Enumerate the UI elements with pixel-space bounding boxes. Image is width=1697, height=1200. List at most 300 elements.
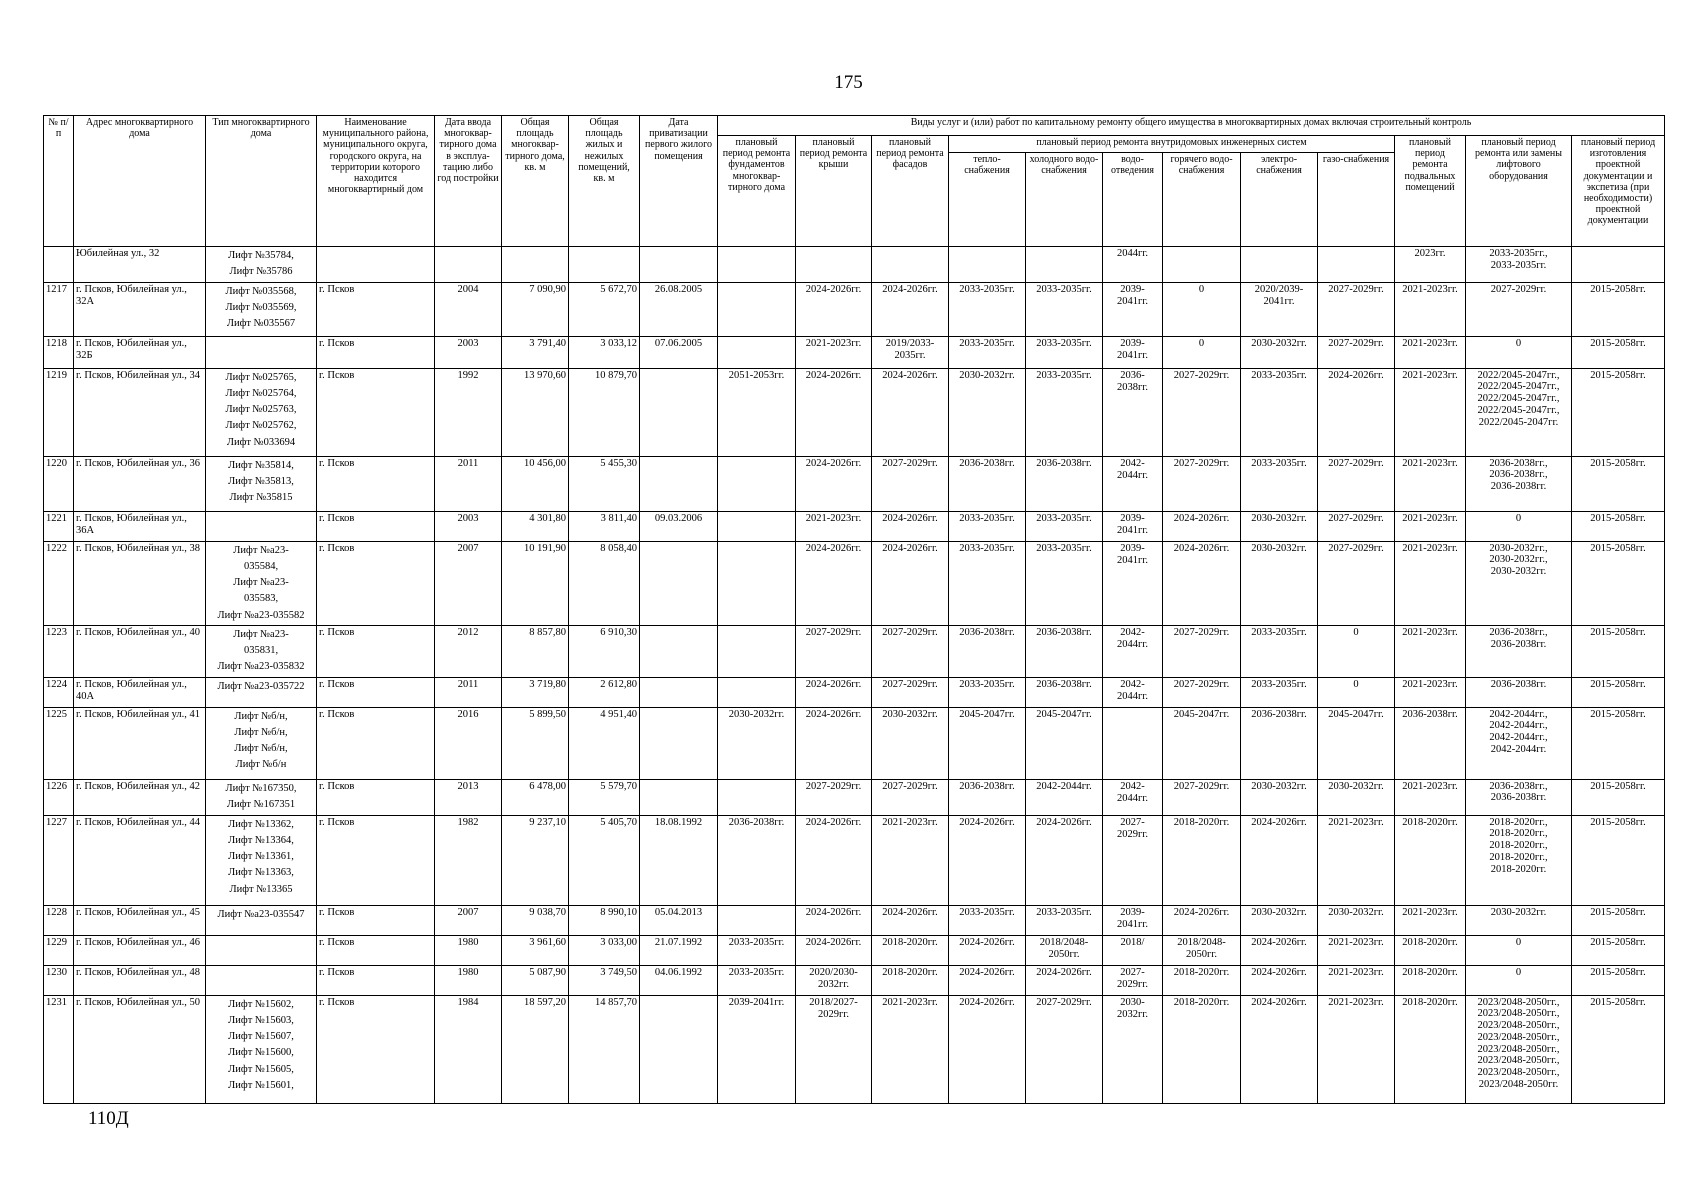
privatization-cell: 18.08.1992 xyxy=(640,815,718,905)
header-total-area: Общая площадь многоквар-тирного дома, кв. м xyxy=(502,116,569,247)
living-area-cell: 3 033,00 xyxy=(569,935,640,965)
electric-cell: 2033-2035гг. xyxy=(1241,368,1318,456)
gas-cell: 2021-2023гг. xyxy=(1318,815,1395,905)
lift-list xyxy=(206,541,317,625)
basement-cell: 2021-2023гг. xyxy=(1395,677,1466,707)
cold-water-cell: 2033-2035гг. xyxy=(1026,905,1103,935)
privatization-cell: 09.03.2006 xyxy=(640,511,718,541)
total-area-cell: 5 087,90 xyxy=(502,965,569,995)
header-heat: тепло-снабжения xyxy=(949,153,1026,247)
lift-id: Лифт №35813, xyxy=(228,475,294,487)
facade-cell: 2030-2032гг. xyxy=(872,707,949,779)
lift-period-line: 2022/2045-2047гг., xyxy=(1477,393,1560,405)
page-number: 175 xyxy=(834,72,863,93)
lift-id: Лифт №а23- xyxy=(233,544,289,556)
gas-cell: 2027-2029гг. xyxy=(1318,336,1395,368)
lift-id: Лифт №б/н xyxy=(235,759,287,771)
municipality-cell: г. Псков xyxy=(317,779,435,815)
lift-id: Лифт №35815 xyxy=(229,492,293,504)
lift-list xyxy=(206,336,317,368)
privatization-cell xyxy=(640,995,718,1103)
facade-cell: 2024-2026гг. xyxy=(872,511,949,541)
total-area-cell: 18 597,20 xyxy=(502,995,569,1103)
foundation-cell: 2039-2041гг. xyxy=(718,995,796,1103)
row-number: 1228 xyxy=(44,905,74,935)
heat-cell: 2024-2026гг. xyxy=(949,965,1026,995)
facade-cell: 2018-2020гг. xyxy=(872,965,949,995)
foundation-cell xyxy=(718,541,796,625)
electric-cell: 2033-2035гг. xyxy=(1241,677,1318,707)
design-cell: 2015-2058гг. xyxy=(1572,282,1665,336)
lift-period-line: 2023/2048-2050гг., xyxy=(1477,996,1560,1008)
sewer-cell: 2039-2041гг. xyxy=(1103,905,1163,935)
hot-water-cell: 2018-2020гг. xyxy=(1163,995,1241,1103)
facade-cell: 2019/2033-2035гг. xyxy=(872,336,949,368)
header-basement: плановый период ремонта подвальных помещений xyxy=(1395,136,1466,247)
sewer-cell: 2042-2044гг. xyxy=(1103,779,1163,815)
basement-cell: 2036-2038гг. xyxy=(1395,707,1466,779)
municipality-cell: г. Псков xyxy=(317,368,435,456)
row-number: 1221 xyxy=(44,511,74,541)
lift-period-line: 2018-2020гг., xyxy=(1489,828,1548,840)
lift-id: Лифт №а23- xyxy=(233,628,289,640)
living-area-cell: 3 033,12 xyxy=(569,336,640,368)
table-row xyxy=(44,511,1665,541)
year-cell: 1982 xyxy=(435,815,502,905)
gas-cell: 2027-2029гг. xyxy=(1318,282,1395,336)
municipality-cell: г. Псков xyxy=(317,707,435,779)
roof-cell: 2024-2026гг. xyxy=(796,935,872,965)
privatization-cell xyxy=(640,779,718,815)
roof-cell: 2020/2030-2032гг. xyxy=(796,965,872,995)
municipality-cell: г. Псков xyxy=(317,625,435,677)
table-row xyxy=(44,368,1665,456)
living-area-cell xyxy=(569,247,640,283)
table-row xyxy=(44,677,1665,707)
lift-id: Лифт №35786 xyxy=(229,266,293,278)
table-body xyxy=(44,247,1665,1104)
lift-period-line: 2030-2032гг. xyxy=(1490,566,1547,578)
lift-list xyxy=(206,905,317,935)
address-cell: г. Псков, Юбилейная ул., 50 xyxy=(74,995,206,1103)
design-cell: 2015-2058гг. xyxy=(1572,336,1665,368)
total-area-cell: 13 970,60 xyxy=(502,368,569,456)
lift-period-cell xyxy=(1466,456,1572,511)
address-cell: г. Псков, Юбилейная ул., 45 xyxy=(74,905,206,935)
total-area-cell: 7 090,90 xyxy=(502,282,569,336)
privatization-cell: 04.06.1992 xyxy=(640,965,718,995)
foundation-cell xyxy=(718,625,796,677)
lift-period-line: 0 xyxy=(1515,936,1522,948)
table-row xyxy=(44,905,1665,935)
year-cell: 2011 xyxy=(435,456,502,511)
electric-cell: 2024-2026гг. xyxy=(1241,965,1318,995)
header-num: № п/п xyxy=(44,116,74,247)
capital-repair-table xyxy=(43,115,1665,1104)
lift-id: Лифт №а23-035547 xyxy=(217,908,305,920)
heat-cell: 2036-2038гг. xyxy=(949,779,1026,815)
cold-water-cell: 2018/2048-2050гг. xyxy=(1026,935,1103,965)
municipality-cell xyxy=(317,247,435,283)
address-cell: г. Псков, Юбилейная ул., 34 xyxy=(74,368,206,456)
header-municipality: Наименование муниципального района, муниципального округа, городского округа, на территории которого находится многоквартирный дом xyxy=(317,116,435,247)
design-cell: 2015-2058гг. xyxy=(1572,995,1665,1103)
header-address: Адрес многоквартирного дома xyxy=(74,116,206,247)
hot-water-cell: 2027-2029гг. xyxy=(1163,779,1241,815)
total-area-cell: 6 478,00 xyxy=(502,779,569,815)
row-number xyxy=(44,247,74,283)
electric-cell: 2030-2032гг. xyxy=(1241,541,1318,625)
total-area-cell: 5 899,50 xyxy=(502,707,569,779)
living-area-cell: 8 058,40 xyxy=(569,541,640,625)
privatization-cell xyxy=(640,368,718,456)
total-area-cell: 3 961,60 xyxy=(502,935,569,965)
lift-id: Лифт №а23- xyxy=(233,577,289,589)
hot-water-cell: 2027-2029гг. xyxy=(1163,368,1241,456)
cold-water-cell: 2036-2038гг. xyxy=(1026,625,1103,677)
lift-id: Лифт №13363, xyxy=(228,867,294,879)
header-lift: плановый период ремонта или замены лифтового оборудования xyxy=(1466,136,1572,247)
design-cell: 2015-2058гг. xyxy=(1572,935,1665,965)
lift-id: Лифт №35814, xyxy=(228,459,294,471)
cold-water-cell: 2024-2026гг. xyxy=(1026,965,1103,995)
basement-cell: 2021-2023гг. xyxy=(1395,625,1466,677)
heat-cell: 2033-2035гг. xyxy=(949,282,1026,336)
facade-cell: 2027-2029гг. xyxy=(872,779,949,815)
roof-cell: 2024-2026гг. xyxy=(796,677,872,707)
lift-period-line: 0 xyxy=(1515,512,1522,524)
address-cell: г. Псков, Юбилейная ул., 36А xyxy=(74,511,206,541)
foundation-cell xyxy=(718,905,796,935)
electric-cell: 2030-2032гг. xyxy=(1241,336,1318,368)
living-area-cell: 3 811,40 xyxy=(569,511,640,541)
gas-cell: 2024-2026гг. xyxy=(1318,368,1395,456)
row-number: 1229 xyxy=(44,935,74,965)
sewer-cell xyxy=(1103,707,1163,779)
lift-list xyxy=(206,511,317,541)
lift-period-cell xyxy=(1466,779,1572,815)
cold-water-cell: 2024-2026гг. xyxy=(1026,815,1103,905)
lift-period-cell xyxy=(1466,995,1572,1103)
year-cell: 1992 xyxy=(435,368,502,456)
header-works-group: Виды услуг и (или) работ по капитальному ремонту общего имущества в многоквартирных домах включая строительный контроль xyxy=(718,116,1665,136)
cold-water-cell: 2033-2035гг. xyxy=(1026,368,1103,456)
table-row xyxy=(44,282,1665,336)
header-facade: плановый период ремонта фасадов xyxy=(872,136,949,247)
living-area-cell: 5 672,70 xyxy=(569,282,640,336)
lift-id: Лифт №025764, xyxy=(225,387,297,399)
roof-cell: 2024-2026гг. xyxy=(796,282,872,336)
gas-cell: 0 xyxy=(1318,625,1395,677)
row-number: 1217 xyxy=(44,282,74,336)
lift-list xyxy=(206,995,317,1103)
lift-id: Лифт №035569, xyxy=(225,301,297,313)
lift-period-line: 2036-2038гг. xyxy=(1490,792,1547,804)
municipality-cell: г. Псков xyxy=(317,511,435,541)
sewer-cell: 2027-2029гг. xyxy=(1103,965,1163,995)
heat-cell: 2033-2035гг. xyxy=(949,511,1026,541)
lift-period-line: 0 xyxy=(1515,337,1522,349)
municipality-cell: г. Псков xyxy=(317,905,435,935)
privatization-cell: 21.07.1992 xyxy=(640,935,718,965)
row-number: 1223 xyxy=(44,625,74,677)
lift-period-line: 2022/2045-2047гг., xyxy=(1477,369,1560,381)
design-cell: 2015-2058гг. xyxy=(1572,707,1665,779)
lift-period-line: 2036-2038гг. xyxy=(1490,678,1547,690)
total-area-cell: 9 237,10 xyxy=(502,815,569,905)
roof-cell: 2024-2026гг. xyxy=(796,707,872,779)
lift-period-cell xyxy=(1466,905,1572,935)
lift-period-cell xyxy=(1466,247,1572,283)
basement-cell: 2021-2023гг. xyxy=(1395,905,1466,935)
header-electric: электро-снабжения xyxy=(1241,153,1318,247)
gas-cell: 2027-2029гг. xyxy=(1318,456,1395,511)
year-cell: 2011 xyxy=(435,677,502,707)
lift-period-line: 2036-2038гг. xyxy=(1490,638,1547,650)
privatization-cell: 05.04.2013 xyxy=(640,905,718,935)
foundation-cell: 2033-2035гг. xyxy=(718,965,796,995)
row-number: 1227 xyxy=(44,815,74,905)
privatization-cell xyxy=(640,677,718,707)
hot-water-cell: 2027-2029гг. xyxy=(1163,625,1241,677)
electric-cell: 2033-2035гг. xyxy=(1241,456,1318,511)
design-cell: 2015-2058гг. xyxy=(1572,965,1665,995)
electric-cell: 2030-2032гг. xyxy=(1241,511,1318,541)
privatization-cell: 26.08.2005 xyxy=(640,282,718,336)
lift-id: Лифт №15603, xyxy=(228,1014,294,1026)
foundation-cell: 2030-2032гг. xyxy=(718,707,796,779)
lift-period-line: 2036-2038гг., xyxy=(1489,626,1548,638)
cold-water-cell: 2033-2035гг. xyxy=(1026,282,1103,336)
facade-cell: 2024-2026гг. xyxy=(872,282,949,336)
cold-water-cell: 2036-2038гг. xyxy=(1026,456,1103,511)
footer-code: 110Д xyxy=(88,1108,129,1129)
heat-cell: 2024-2026гг. xyxy=(949,935,1026,965)
electric-cell: 2030-2032гг. xyxy=(1241,905,1318,935)
lift-period-line: 2036-2038гг. xyxy=(1490,481,1547,493)
lift-period-line: 2033-2035гг. xyxy=(1490,259,1547,271)
year-cell: 2012 xyxy=(435,625,502,677)
lift-period-line: 2023/2048-2050гг., xyxy=(1477,1008,1560,1020)
header-roof: плановый период ремонта крыши xyxy=(796,136,872,247)
table-row xyxy=(44,456,1665,511)
heat-cell: 2033-2035гг. xyxy=(949,677,1026,707)
living-area-cell: 8 990,10 xyxy=(569,905,640,935)
year-cell: 2007 xyxy=(435,905,502,935)
heat-cell: 2045-2047гг. xyxy=(949,707,1026,779)
gas-cell: 2045-2047гг. xyxy=(1318,707,1395,779)
address-cell: г. Псков, Юбилейная ул., 48 xyxy=(74,965,206,995)
header-hot-water: горячего водо-снабжения xyxy=(1163,153,1241,247)
sewer-cell: 2042-2044гг. xyxy=(1103,677,1163,707)
basement-cell: 2021-2023гг. xyxy=(1395,456,1466,511)
facade-cell: 2027-2029гг. xyxy=(872,456,949,511)
cold-water-cell: 2042-2044гг. xyxy=(1026,779,1103,815)
header-design: плановый период изготовления проектной документации и экспетиза (при необходимости) проектной документации xyxy=(1572,136,1665,247)
facade-cell: 2024-2026гг. xyxy=(872,368,949,456)
lift-period-line: 2033-2035гг., xyxy=(1489,248,1548,259)
address-cell: г. Псков, Юбилейная ул., 38 xyxy=(74,541,206,625)
hot-water-cell: 2045-2047гг. xyxy=(1163,707,1241,779)
privatization-cell xyxy=(640,247,718,283)
design-cell: 2015-2058гг. xyxy=(1572,905,1665,935)
header-foundation: плановый период ремонта фундаментов многоквар-тирного дома xyxy=(718,136,796,247)
privatization-cell xyxy=(640,707,718,779)
living-area-cell: 5 579,70 xyxy=(569,779,640,815)
lift-period-line: 2036-2038гг., xyxy=(1489,780,1548,792)
total-area-cell: 3 719,80 xyxy=(502,677,569,707)
lift-id: Лифт №13365 xyxy=(229,883,293,895)
facade-cell: 2021-2023гг. xyxy=(872,995,949,1103)
lift-period-line: 2022/2045-2047гг. xyxy=(1478,416,1559,428)
lift-id: Лифт №15601, xyxy=(228,1079,294,1091)
living-area-cell: 4 951,40 xyxy=(569,707,640,779)
table-row xyxy=(44,995,1665,1103)
roof-cell: 2021-2023гг. xyxy=(796,336,872,368)
municipality-cell: г. Псков xyxy=(317,336,435,368)
foundation-cell xyxy=(718,336,796,368)
cold-water-cell: 2036-2038гг. xyxy=(1026,677,1103,707)
lift-list xyxy=(206,247,317,283)
roof-cell: 2021-2023гг. xyxy=(796,511,872,541)
lift-period-line: 2042-2044гг., xyxy=(1489,708,1548,720)
hot-water-cell: 2027-2029гг. xyxy=(1163,677,1241,707)
lift-list xyxy=(206,935,317,965)
electric-cell: 2030-2032гг. xyxy=(1241,779,1318,815)
basement-cell: 2021-2023гг. xyxy=(1395,368,1466,456)
lift-period-line: 2042-2044гг., xyxy=(1489,732,1548,744)
table-row xyxy=(44,247,1665,283)
lift-id: Лифт №13362, xyxy=(228,818,294,830)
facade-cell: 2027-2029гг. xyxy=(872,677,949,707)
table-row xyxy=(44,707,1665,779)
sewer-cell: 2027-2029гг. xyxy=(1103,815,1163,905)
foundation-cell xyxy=(718,282,796,336)
privatization-cell: 07.06.2005 xyxy=(640,336,718,368)
address-cell: г. Псков, Юбилейная ул., 46 xyxy=(74,935,206,965)
facade-cell xyxy=(872,247,949,283)
lift-id: Лифт №а23-035832 xyxy=(217,661,305,673)
sewer-cell: 2039-2041гг. xyxy=(1103,282,1163,336)
design-cell: 2015-2058гг. xyxy=(1572,511,1665,541)
municipality-cell: г. Псков xyxy=(317,815,435,905)
electric-cell: 2036-2038гг. xyxy=(1241,707,1318,779)
lift-list xyxy=(206,456,317,511)
lift-id: Лифт №15602, xyxy=(228,998,294,1010)
design-cell: 2015-2058гг. xyxy=(1572,368,1665,456)
table-row xyxy=(44,625,1665,677)
year-cell: 2016 xyxy=(435,707,502,779)
gas-cell: 2030-2032гг. xyxy=(1318,779,1395,815)
lift-id: Лифт №б/н, xyxy=(234,726,288,738)
gas-cell: 2027-2029гг. xyxy=(1318,541,1395,625)
total-area-cell: 9 038,70 xyxy=(502,905,569,935)
facade-cell: 2021-2023гг. xyxy=(872,815,949,905)
lift-list xyxy=(206,282,317,336)
heat-cell: 2033-2035гг. xyxy=(949,541,1026,625)
table-row xyxy=(44,965,1665,995)
heat-cell: 2024-2026гг. xyxy=(949,995,1026,1103)
living-area-cell: 14 857,70 xyxy=(569,995,640,1103)
roof-cell: 2024-2026гг. xyxy=(796,456,872,511)
table-row xyxy=(44,779,1665,815)
cold-water-cell xyxy=(1026,247,1103,283)
design-cell: 2015-2058гг. xyxy=(1572,625,1665,677)
lift-list xyxy=(206,965,317,995)
lift-id: Лифт №б/н, xyxy=(234,710,288,722)
privatization-cell xyxy=(640,456,718,511)
hot-water-cell: 2018/2048-2050гг. xyxy=(1163,935,1241,965)
lift-list xyxy=(206,677,317,707)
roof-cell xyxy=(796,247,872,283)
lift-id: Лифт №15600, xyxy=(228,1047,294,1059)
lift-period-cell xyxy=(1466,815,1572,905)
address-cell: г. Псков, Юбилейная ул., 44 xyxy=(74,815,206,905)
lift-period-line: 2030-2032гг., xyxy=(1489,554,1548,566)
foundation-cell xyxy=(718,456,796,511)
sewer-cell: 2030-2032гг. xyxy=(1103,995,1163,1103)
living-area-cell: 2 612,80 xyxy=(569,677,640,707)
lift-id: Лифт №035568, xyxy=(225,285,297,297)
electric-cell: 2033-2035гг. xyxy=(1241,625,1318,677)
electric-cell: 2024-2026гг. xyxy=(1241,815,1318,905)
year-cell: 1980 xyxy=(435,935,502,965)
row-number: 1222 xyxy=(44,541,74,625)
lift-period-line: 0 xyxy=(1515,966,1522,978)
table-row xyxy=(44,541,1665,625)
lift-id: Лифт №025765, xyxy=(225,371,297,383)
cold-water-cell: 2033-2035гг. xyxy=(1026,511,1103,541)
lift-id: Лифт №13364, xyxy=(228,834,294,846)
hot-water-cell: 2018-2020гг. xyxy=(1163,965,1241,995)
gas-cell: 2021-2023гг. xyxy=(1318,965,1395,995)
roof-cell: 2027-2029гг. xyxy=(796,779,872,815)
lift-period-cell xyxy=(1466,965,1572,995)
table-row xyxy=(44,815,1665,905)
heat-cell: 2030-2032гг. xyxy=(949,368,1026,456)
design-cell: 2015-2058гг. xyxy=(1572,677,1665,707)
lift-id: 035831, xyxy=(243,645,279,657)
lift-list xyxy=(206,368,317,456)
municipality-cell: г. Псков xyxy=(317,965,435,995)
lift-id: Лифт №13361, xyxy=(228,851,294,863)
lift-period-line: 2023/2048-2050гг., xyxy=(1477,1067,1560,1079)
electric-cell: 2024-2026гг. xyxy=(1241,935,1318,965)
header-privatization: Дата приватизации первого жилого помещения xyxy=(640,116,718,247)
roof-cell: 2024-2026гг. xyxy=(796,815,872,905)
roof-cell: 2027-2029гг. xyxy=(796,625,872,677)
lift-id: Лифт №167350, xyxy=(225,782,297,794)
basement-cell: 2021-2023гг. xyxy=(1395,336,1466,368)
municipality-cell: г. Псков xyxy=(317,541,435,625)
basement-cell: 2018-2020гг. xyxy=(1395,815,1466,905)
heat-cell: 2033-2035гг. xyxy=(949,336,1026,368)
lift-period-line: 2018-2020гг., xyxy=(1489,816,1548,828)
address-cell: г. Псков, Юбилейная ул., 36 xyxy=(74,456,206,511)
header-sewer: водо-отведения xyxy=(1103,153,1163,247)
lift-id: Лифт №а23-035722 xyxy=(217,680,305,692)
lift-period-cell xyxy=(1466,935,1572,965)
lift-list xyxy=(206,707,317,779)
living-area-cell: 5 455,30 xyxy=(569,456,640,511)
year-cell: 2004 xyxy=(435,282,502,336)
lift-period-line: 2036-2038гг., xyxy=(1489,457,1548,469)
facade-cell: 2027-2029гг. xyxy=(872,625,949,677)
municipality-cell: г. Псков xyxy=(317,282,435,336)
hot-water-cell: 2018-2020гг. xyxy=(1163,815,1241,905)
header-gas: газо-снабжения xyxy=(1318,153,1395,247)
lift-id: Лифт №15605, xyxy=(228,1063,294,1075)
